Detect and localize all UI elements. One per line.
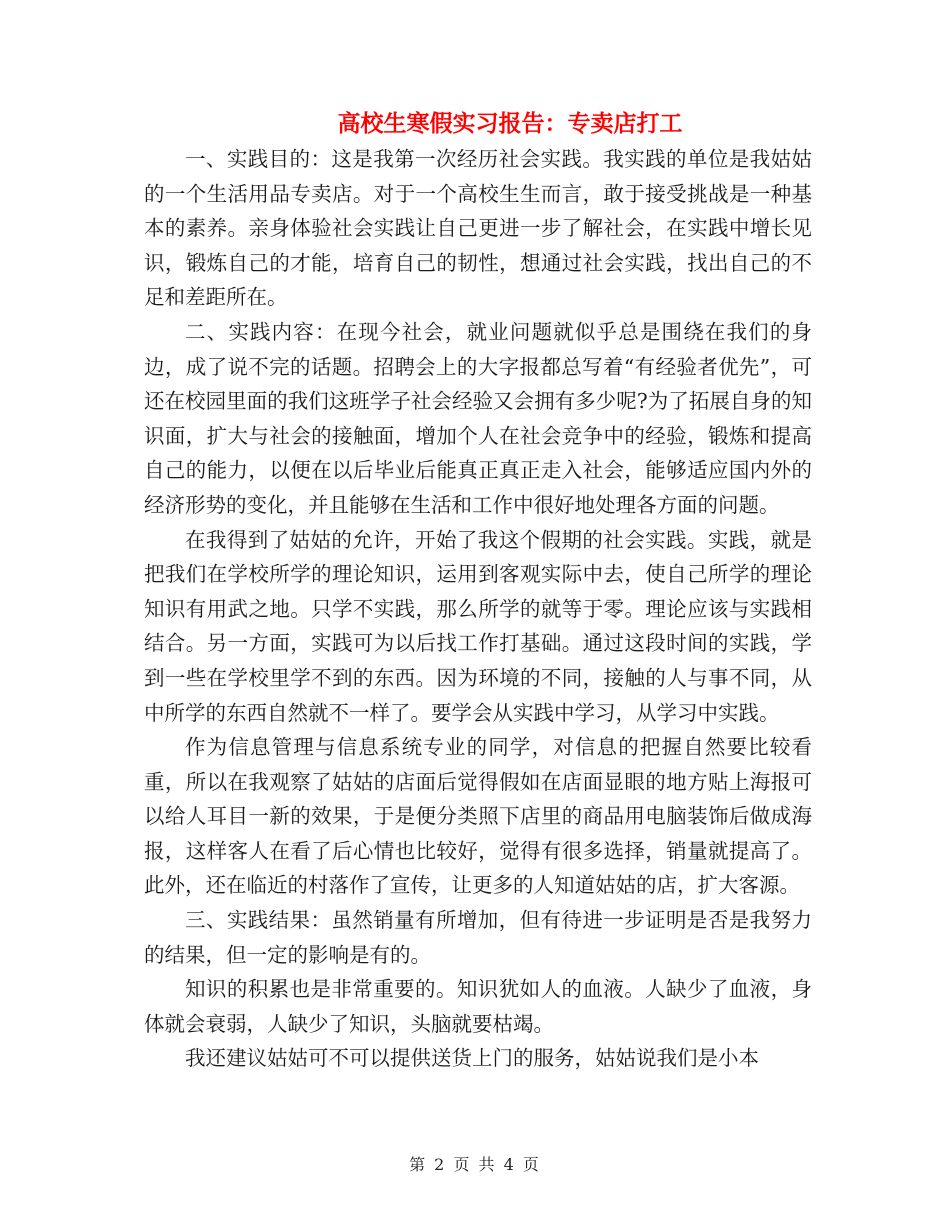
- document-title: 高校生寒假实习报告：专卖店打工: [337, 110, 683, 137]
- paragraph-permission: 在我得到了姑姑的允许，开始了我这个假期的社会实践。实践，就是把我们在学校所学的理论知识，运用到客观实际中去，使自己所学的理论知识有用武之地。只学不实践，那么所学的就等于零。理论应该与实践相结合。另一方面，实践可为以后找工作打基础。通过这段时间的实践，学到一些在学校里学不到的东西。因为环境的不同，接触的人与事不同，从中所学的东西自然就不一样了。要学会从实践中学习，从学习中实践。: [144, 527, 812, 725]
- page-number-footer: 第 2 页 共 4 页: [409, 1155, 541, 1174]
- paragraph-purpose: 一、实践目的：这是我第一次经历社会实践。我实践的单位是我姑姑的一个生活用品专卖店。对于一个高校生生而言，敢于接受挑战是一种基本的素养。亲身体验社会实践让自己更进一步了解社会，在实践中增长见识，锻炼自己的才能，培育自己的韧性，想通过社会实践，找出自己的不足和差距所在。: [144, 147, 812, 310]
- paragraph-delivery: 我还建议姑姑可不可以提供送货上门的服务，姑姑说我们是小本: [185, 1046, 759, 1071]
- paragraph-result: 三、实践结果：虽然销量有所增加，但有待进一步证明是否是我努力的结果，但一定的影响是有的。: [144, 908, 812, 967]
- paragraph-content: 二、实践内容：在现今社会，就业问题就似乎总是围绕在我们的身边，成了说不完的话题。招聘会上的大字报都总写着“有经验者优先”，可还在校园里面的我们这班学子社会经验又会拥有多少呢?为了拓展自身的知识面，扩大与社会的接触面，增加个人在社会竞争中的经验，锻炼和提高自己的能力，以便在以后毕业后能真正真正走入社会，能够适应国内外的经济形势的变化，并且能够在生活和工作中很好地处理各方面的问题。: [144, 319, 812, 517]
- document-body: [144, 142, 812, 1076]
- paragraph-knowledge: 知识的积累也是非常重要的。知识犹如人的血液。人缺少了血液，身体就会衰弱，人缺少了知识，头脑就要枯竭。: [144, 977, 812, 1036]
- paragraph-poster: 作为信息管理与信息系统专业的同学，对信息的把握自然要比较看重，所以在我观察了姑姑的店面后觉得假如在店面显眼的地方贴上海报可以给人耳目一新的效果，于是便分类照下店里的商品用电脑装饰后做成海报，这样客人在看了后心情也比较好，觉得有很多选择，销量就提高了。此外，还在临近的村落作了宣传，让更多的人知道姑姑的店，扩大客源。: [144, 735, 812, 898]
